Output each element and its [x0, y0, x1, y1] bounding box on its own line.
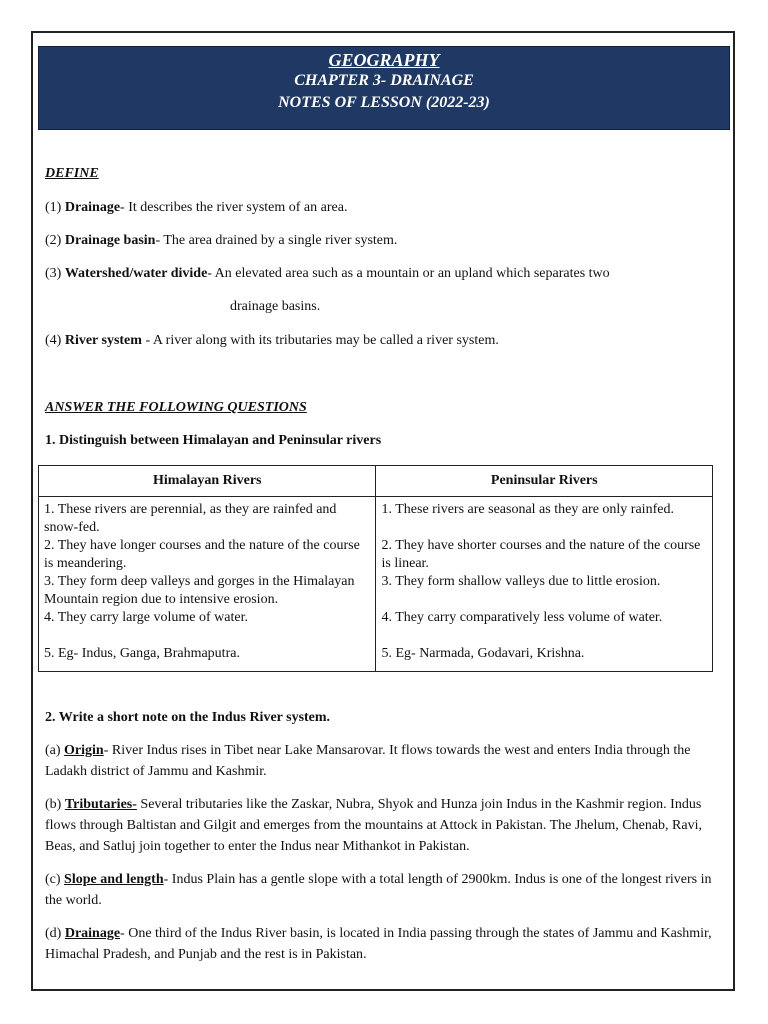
- definition-text: - An elevated area such as a mountain or an upland which separates two: [207, 266, 610, 281]
- define-heading: DEFINE: [45, 166, 99, 181]
- note-drainage: [45, 923, 723, 965]
- note-term: Tributaries-: [64, 797, 137, 812]
- definition-river-system: [45, 330, 499, 351]
- table-row: [39, 497, 713, 538]
- table-cell: 2. They have shorter courses and the nature of the course is linear.: [376, 537, 713, 573]
- definition-term: River system: [64, 333, 142, 348]
- definition-term: Drainage basin: [64, 233, 156, 248]
- definition-number: (4): [45, 333, 65, 348]
- table-cell: 5. Eg- Indus, Ganga, Brahmaputra.: [39, 645, 376, 672]
- note-text: - Indus Plain has a gentle slope with a total length of 2900km. Indus is one of the longest rivers in the world.: [45, 872, 712, 908]
- table-header-row: [39, 466, 713, 497]
- note-number: (d): [45, 926, 65, 941]
- subject-title: GEOGRAPHY: [328, 50, 440, 70]
- table-row: [39, 573, 713, 609]
- definition-drainage-basin: [45, 230, 397, 251]
- note-number: (a): [45, 743, 65, 758]
- notes-title: NOTES OF LESSON (2022-23): [278, 94, 490, 111]
- note-text: - One third of the Indus River basin, is located in India passing through the states of Jammu and Kashmir, Himachal Pradesh, and Punjab and the rest is in Pakistan.: [45, 926, 712, 962]
- note-text: Several tributaries like the Zaskar, Nubra, Shyok and Hunza join Indus in the Kashmir region. Indus flows through Baltistan and Gilgit and emerges from the mountains at Attock in Pakistan. The Jhelum, Chenab, Ravi, Beas, and Satluj join together to enter the Indus near Mithankot in Pakistan.: [45, 797, 702, 854]
- table-cell: 2. They have longer courses and the nature of the course is meandering.: [39, 537, 376, 573]
- chapter-title: CHAPTER 3- DRAINAGE: [294, 72, 474, 89]
- definition-text: - A river along with its tributaries may be called a river system.: [141, 333, 499, 348]
- column-header-peninsular: Peninsular Rivers: [376, 466, 713, 497]
- questions-heading: ANSWER THE FOLLOWING QUESTIONS: [45, 400, 307, 415]
- note-text: - River Indus rises in Tibet near Lake Mansarovar. It flows towards the west and enters India through the Ladakh district of Jammu and Kashmir.: [45, 743, 691, 779]
- definition-term: Drainage: [64, 200, 121, 215]
- table-cell: 4. They carry large volume of water.: [39, 609, 376, 645]
- note-term: Origin: [64, 743, 104, 758]
- definition-drainage: [45, 197, 347, 218]
- question-2-title: 2. Write a short note on the Indus River system.: [45, 710, 331, 725]
- definition-number: (1): [45, 200, 65, 215]
- note-term: Drainage: [64, 926, 121, 941]
- table-cell: 1. These rivers are perennial, as they are rainfed and snow-fed.: [39, 497, 376, 538]
- definition-watershed-continued: drainage basins.: [230, 299, 321, 314]
- table-cell: 5. Eg- Narmada, Godavari, Krishna.: [376, 645, 713, 672]
- table-cell: 3. They form shallow valleys due to little erosion.: [376, 573, 713, 609]
- comparison-table: [38, 465, 713, 672]
- table-row: [39, 537, 713, 573]
- note-number: (c): [45, 872, 65, 887]
- definition-text: - It describes the river system of an area.: [120, 200, 348, 215]
- table-row: [39, 609, 713, 645]
- definition-number: (3): [45, 266, 65, 281]
- column-header-himalayan: Himalayan Rivers: [39, 466, 376, 497]
- note-origin: [45, 740, 723, 782]
- title-banner: [38, 46, 730, 130]
- table-cell: 1. These rivers are seasonal as they are only rainfed.: [376, 497, 713, 538]
- note-tributaries: [45, 794, 723, 857]
- table-row: [39, 645, 713, 672]
- note-slope-length: [45, 869, 723, 911]
- question-1-title: 1. Distinguish between Himalayan and Peninsular rivers: [45, 433, 382, 448]
- table-cell: 3. They form deep valleys and gorges in the Himalayan Mountain region due to intensive erosion.: [39, 573, 376, 609]
- note-number: (b): [45, 797, 65, 812]
- definition-number: (2): [45, 233, 65, 248]
- definition-watershed: [45, 263, 610, 284]
- definition-term: Watershed/water divide: [64, 266, 208, 281]
- definition-text: - The area drained by a single river system.: [155, 233, 398, 248]
- table-cell: 4. They carry comparatively less volume of water.: [376, 609, 713, 645]
- note-term: Slope and length: [64, 872, 164, 887]
